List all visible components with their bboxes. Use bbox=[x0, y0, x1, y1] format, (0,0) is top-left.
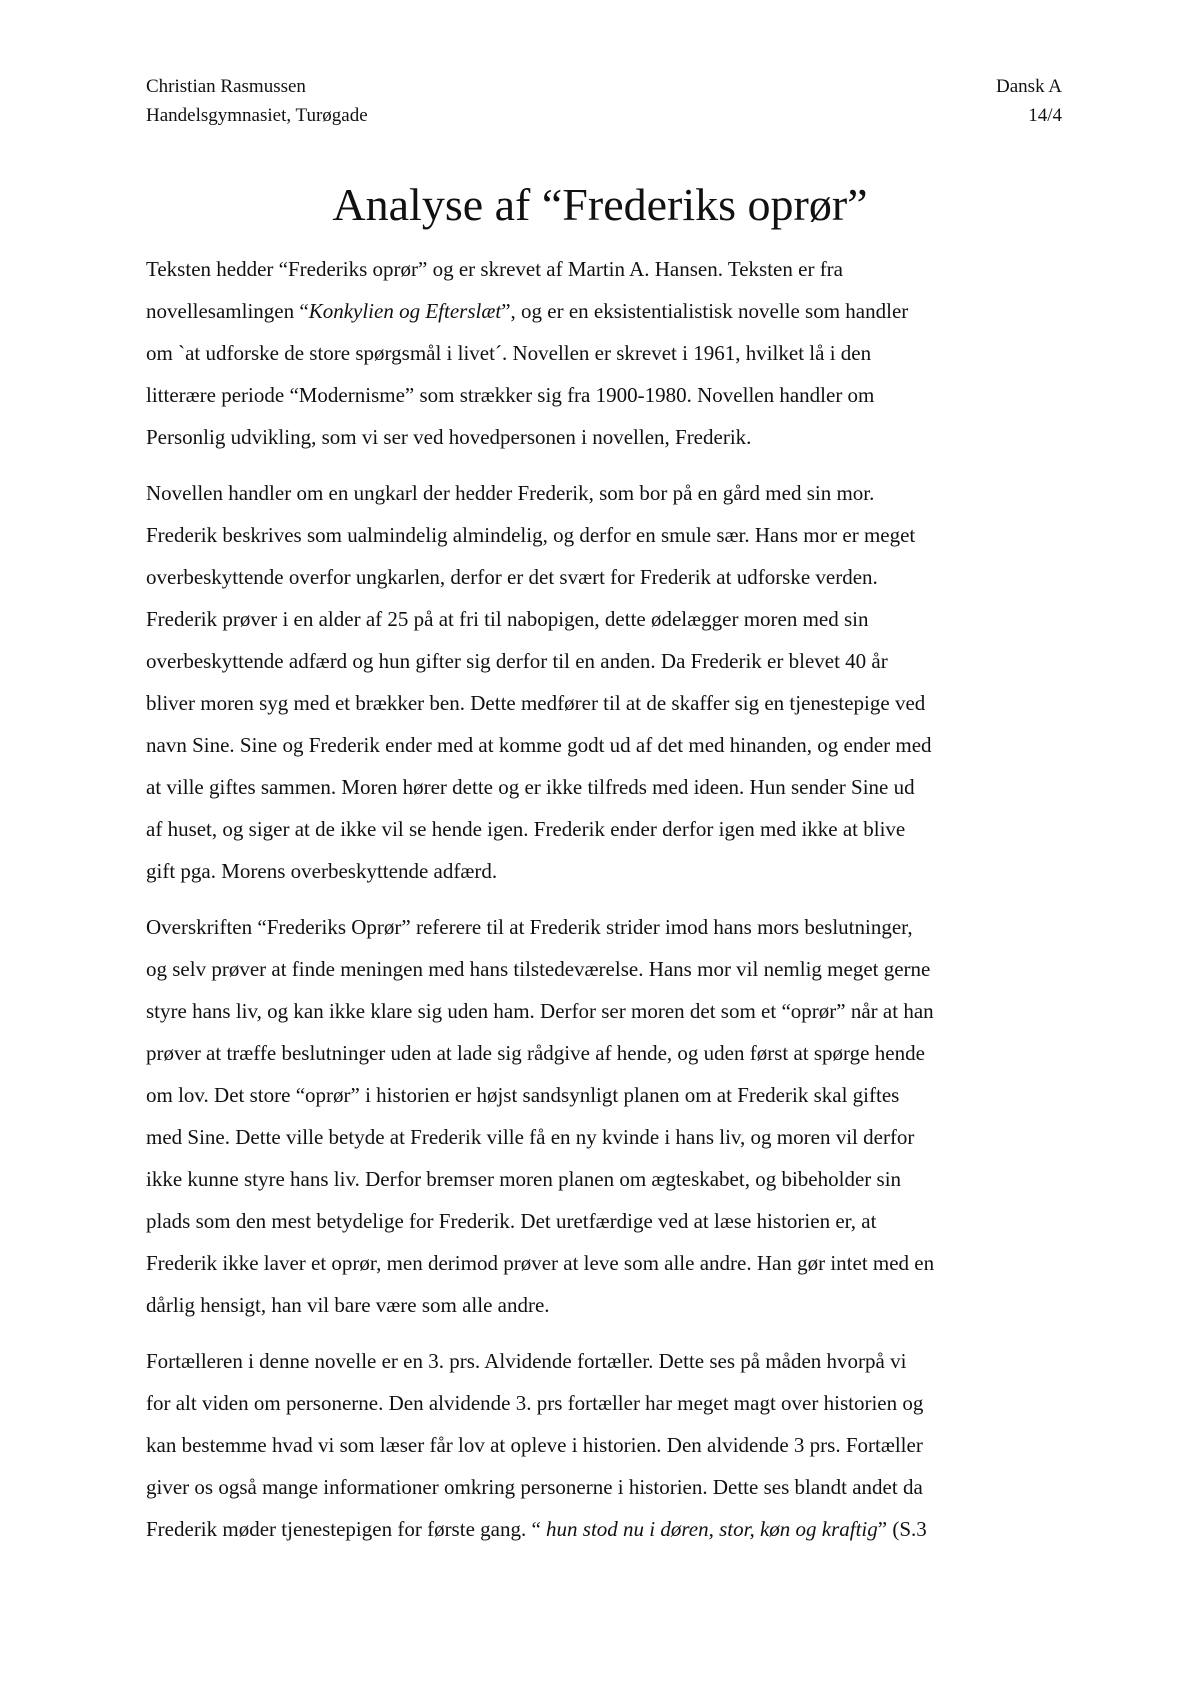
paragraph-intro bbox=[146, 248, 1066, 458]
subject-name: Dansk A bbox=[996, 76, 1062, 97]
text-line bbox=[146, 290, 1066, 332]
text-line: overbeskyttende adfærd og hun gifter sig derfor til en anden. Da Frederik er blevet 40 år bbox=[146, 649, 888, 673]
text-line: gift pga. Morens overbeskyttende adfærd. bbox=[146, 859, 498, 883]
text-line: giver os også mange informationer omkring personerne i historien. Dette ses blandt andet da bbox=[146, 1475, 923, 1499]
text-line: for alt viden om personerne. Den alvidende 3. prs fortæller har meget magt over historien og bbox=[146, 1391, 924, 1415]
document-body bbox=[146, 248, 1066, 1564]
italic-book-title: Konkylien og Efterslæt bbox=[308, 299, 502, 323]
text-line: Frederik ikke laver et oprør, men derimod prøver at leve som alle andre. Han gør intet med en bbox=[146, 1251, 935, 1275]
text-segment: novellesamlingen “ bbox=[146, 299, 309, 323]
school-name: Handelsgymnasiet, Turøgade bbox=[146, 105, 368, 126]
text-line: om lov. Det store “oprør” i historien er højst sandsynligt planen om at Frederik skal giftes bbox=[146, 1083, 900, 1107]
author-name: Christian Rasmussen bbox=[146, 76, 306, 97]
text-line: af huset, og siger at de ikke vil se hende igen. Frederik ender derfor igen med ikke at blive bbox=[146, 817, 906, 841]
text-line: styre hans liv, og kan ikke klare sig uden ham. Derfor ser moren det som et “oprør” når at han bbox=[146, 999, 934, 1023]
document-date: 14/4 bbox=[1028, 105, 1062, 126]
text-line: litterære periode “Modernisme” som strækker sig fra 1900-1980. Novellen handler om bbox=[146, 383, 875, 407]
header-right bbox=[996, 72, 1062, 130]
text-line: plads som den mest betydelige for Frederik. Det uretfærdige ved at læse historien er, at bbox=[146, 1209, 877, 1233]
text-line: Overskriften “Frederiks Oprør” referere til at Frederik strider imod hans mors beslutninger, bbox=[146, 915, 913, 939]
text-segment: ” (S.3 bbox=[877, 1517, 927, 1541]
text-line: prøver at træffe beslutninger uden at lade sig rådgive af hende, og uden først at spørge hende bbox=[146, 1041, 925, 1065]
document-title: Analyse af “Frederiks oprør” bbox=[332, 179, 868, 230]
text-line: at ville giftes sammen. Moren hører dette og er ikke tilfreds med ideen. Hun sender Sine ud bbox=[146, 775, 915, 799]
text-line: Frederik beskrives som ualmindelig almindelig, og derfor en smule sær. Hans mor er meget bbox=[146, 523, 916, 547]
paragraph-title-analysis bbox=[146, 906, 1066, 1326]
text-line: Fortælleren i denne novelle er en 3. prs. Alvidende fortæller. Dette ses på måden hvorpå vi bbox=[146, 1349, 907, 1373]
italic-quote: hun stod nu i døren, stor, køn og kraftig bbox=[546, 1517, 878, 1541]
text-line: og selv prøver at finde meningen med hans tilstedeværelse. Hans mor vil nemlig meget gerne bbox=[146, 957, 931, 981]
text-line: overbeskyttende overfor ungkarlen, derfor er det svært for Frederik at udforske verden. bbox=[146, 565, 878, 589]
text-line: Novellen handler om en ungkarl der hedder Frederik, som bor på en gård med sin mor. bbox=[146, 481, 875, 505]
text-segment: ”, og er en eksistentialistisk novelle som handler bbox=[501, 299, 909, 323]
text-line: Frederik prøver i en alder af 25 på at fri til nabopigen, dette ødelægger moren med sin bbox=[146, 607, 869, 631]
text-line bbox=[146, 1508, 1066, 1550]
paragraph-summary bbox=[146, 472, 1066, 892]
text-segment: Frederik møder tjenestepigen for første gang. “ bbox=[146, 1517, 547, 1541]
text-line: Personlig udvikling, som vi ser ved hovedpersonen i novellen, Frederik. bbox=[146, 425, 752, 449]
text-line: om `at udforske de store spørgsmål i livet´. Novellen er skrevet i 1961, hvilket lå i den bbox=[146, 341, 872, 365]
text-line: dårlig hensigt, han vil bare være som alle andre. bbox=[146, 1293, 550, 1317]
text-line: kan bestemme hvad vi som læser får lov at opleve i historien. Den alvidende 3 prs. Fortæller bbox=[146, 1433, 923, 1457]
text-line: ikke kunne styre hans liv. Derfor bremser moren planen om ægteskabet, og bibeholder sin bbox=[146, 1167, 902, 1191]
text-line: navn Sine. Sine og Frederik ender med at komme godt ud af det med hinanden, og ender med bbox=[146, 733, 932, 757]
text-line: Teksten hedder “Frederiks oprør” og er skrevet af Martin A. Hansen. Teksten er fra bbox=[146, 257, 843, 281]
paragraph-narrator bbox=[146, 1340, 1066, 1550]
text-line: bliver moren syg med et brækker ben. Dette medfører til at de skaffer sig en tjenestepige ved bbox=[146, 691, 926, 715]
page-header bbox=[146, 72, 1062, 130]
header-left bbox=[146, 72, 368, 130]
text-line: med Sine. Dette ville betyde at Frederik ville få en ny kvinde i hans liv, og moren vil derfor bbox=[146, 1125, 915, 1149]
